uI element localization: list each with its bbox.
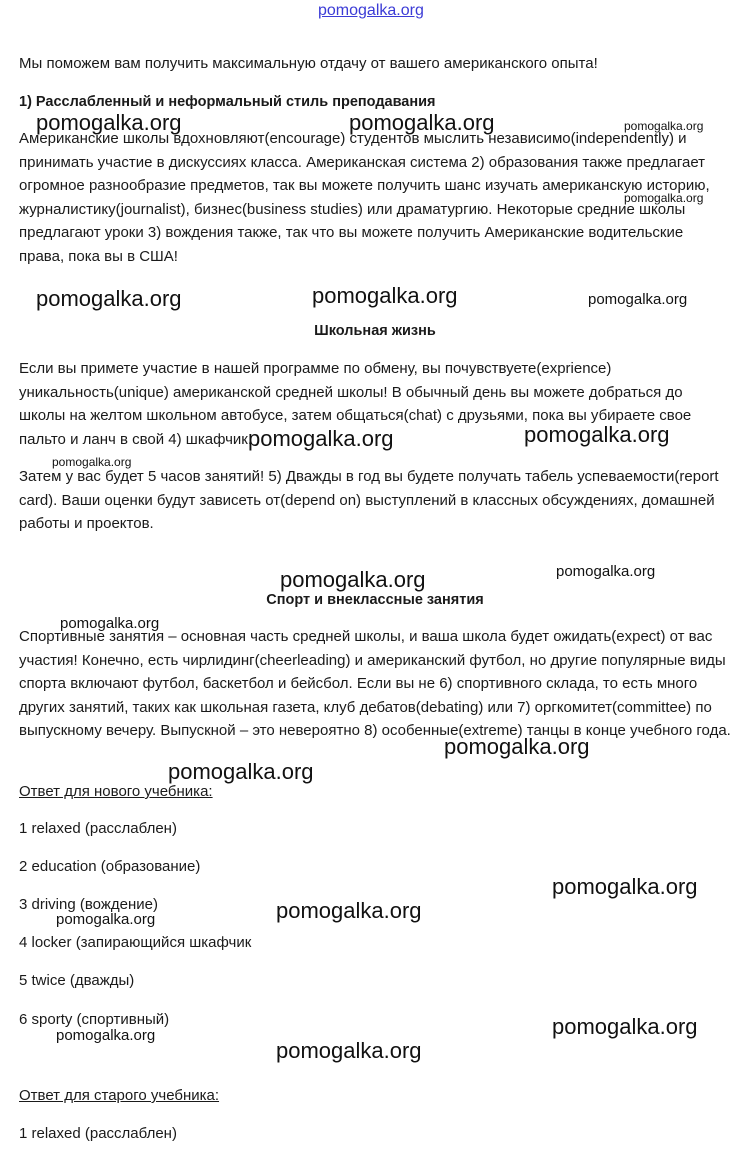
answer-new-item: 5 twice (дважды) (19, 972, 135, 989)
watermark: pomogalka.org (280, 567, 426, 592)
watermark: pomogalka.org (624, 119, 704, 133)
section3-paragraph: Спортивные занятия – основная часть средней школы, и ваша школа будет ожидать(expect) от вас участия! Конечно, есть чирлидинг(cheerleading) и американский футбол, но другие популярные виды спорта включают футбол, баскетбол и бейсбол. Если вы не 6) спортивного склада, то есть много других занятий, таких как школьная газета, клуб дебатов(debating) или 7) оргкомитет(committee) по выпускному вечеру. Выпускной – это невероятно 8) особенные(extreme) танцы в конце учебного года. (19, 628, 731, 739)
watermark: pomogalka.org (248, 426, 394, 451)
site-link-top[interactable]: pomogalka.org (318, 2, 424, 19)
section1-heading: 1) Расслабленный и неформальный стиль преподавания (19, 94, 436, 110)
watermark: pomogalka.org (276, 1038, 422, 1063)
watermark: pomogalka.org (524, 422, 670, 447)
section2-heading: Школьная жизнь (314, 323, 436, 339)
watermark: pomogalka.org (312, 283, 458, 308)
watermark: pomogalka.org (36, 286, 182, 311)
watermark: pomogalka.org (56, 911, 156, 928)
watermark: pomogalka.org (168, 759, 314, 784)
section2-paragraph-2: Затем у вас будет 5 часов занятий! 5) Дважды в год вы будете получать табель успеваемости(report card). Ваши оценки будут зависеть от(depend on) выступлений в классных обсуждениях, домашней работы и проектов. (19, 468, 719, 532)
watermark: pomogalka.org (349, 110, 495, 135)
answer-new-item: 1 relaxed (расслаблен) (19, 820, 177, 837)
intro-paragraph: Мы поможем вам получить максимальную отдачу от вашего американского опыта! (19, 55, 598, 72)
answer-new-item: 3 driving (вождение) (19, 896, 158, 913)
watermark: pomogalka.org (60, 615, 160, 632)
watermark: pomogalka.org (552, 1014, 698, 1039)
watermark: pomogalka.org (624, 191, 704, 205)
watermark: pomogalka.org (444, 734, 590, 759)
watermark: pomogalka.org (552, 874, 698, 899)
watermark: pomogalka.org (36, 110, 182, 135)
section1-paragraph: Американские школы вдохновляют(encourage) студентов мыслить независимо(independently) и принимать участие в дискуссиях класса. Американская система 2) образования также предлагает огромное разнообразие предметов, так вы можете получить шанс изучать американскую историю, журналистику(journalist), бизнес(business studies) или драматургию. Некоторые средние школы предлагают уроки 3) вождения также, так что вы можете получить Американские водительские права, пока вы в США! (19, 130, 710, 265)
watermark: pomogalka.org (56, 1027, 156, 1044)
answers-new-heading: Ответ для нового учебника: (19, 783, 213, 800)
answer-old-item: 1 relaxed (расслаблен) (19, 1125, 177, 1142)
answer-new-item: 6 sporty (спортивный) (19, 1011, 170, 1028)
watermark: pomogalka.org (588, 291, 688, 308)
answer-new-item: 2 education (образование) (19, 858, 201, 875)
section3-heading: Спорт и внеклассные занятия (266, 592, 484, 608)
answers-old-heading: Ответ для старого учебника: (19, 1087, 220, 1104)
answer-new-item: 4 locker (запирающийся шкафчик (19, 934, 252, 951)
section2-paragraph-1: Если вы примете участие в нашей программе по обмену, вы почувствуете(exprience) уникальность(unique) американской средней школы! В обычный день вы можете добраться до школы на желтом школьном автобусе, затем общаться(chat) с друзьями, пока вы убираете свое пальто и ланч в свой 4) шкафчик. (19, 360, 692, 448)
watermark: pomogalka.org (556, 563, 656, 580)
watermark: pomogalka.org (276, 898, 422, 923)
watermark: pomogalka.org (52, 455, 132, 469)
